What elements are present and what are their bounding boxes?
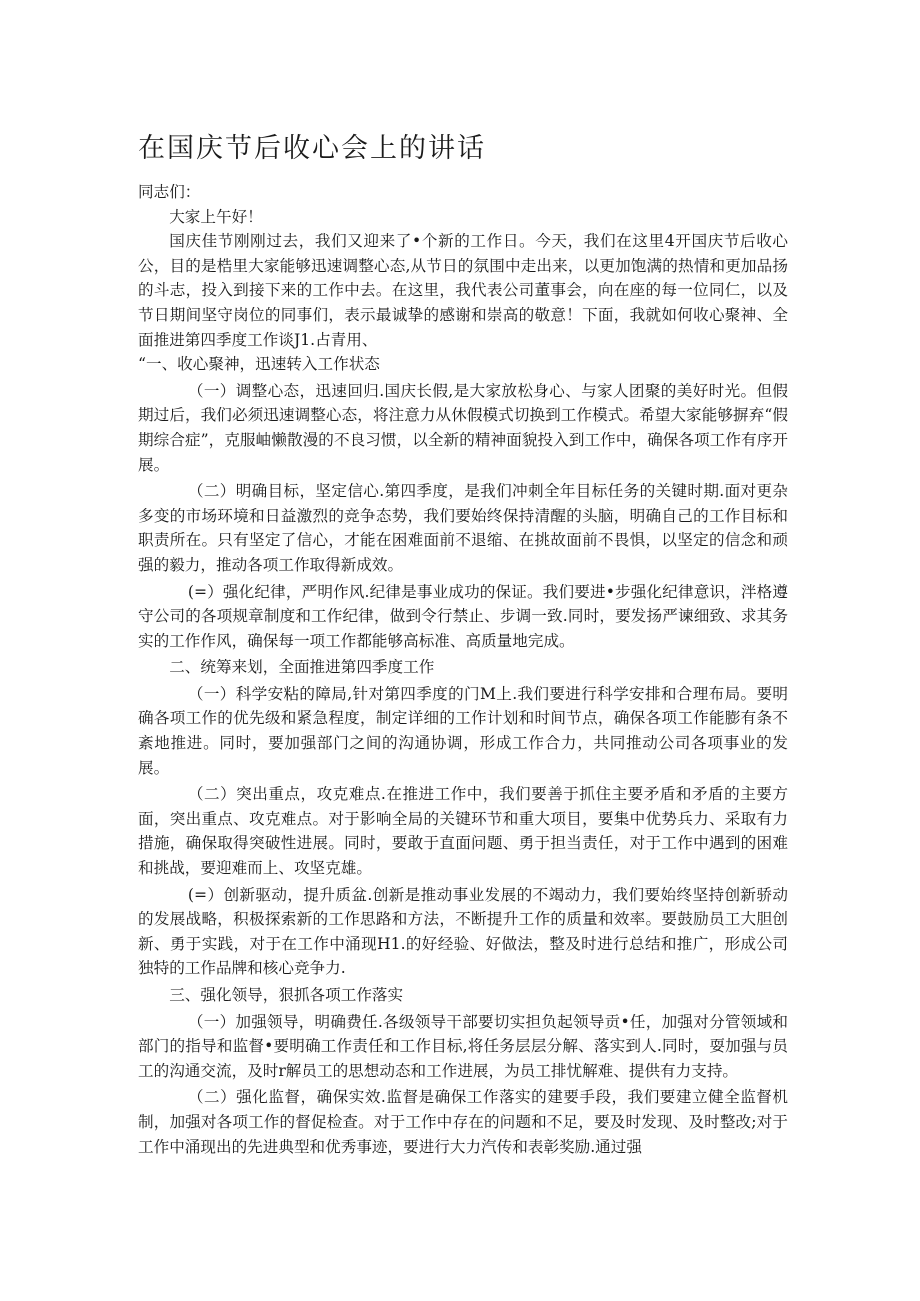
section-heading: 三、强化领导，狠抓各项工作落实 [169,986,404,1004]
salutation: 同志们： [138,183,201,201]
paragraph: （二）明确目标，坚定信心.第四季度，是我们冲刺全年目标任务的关键时期.面对更杂多变的市场环境和日益激烈的竞争态势，我们要始终保持清醒的头脑，明确自己的工作目标和职责所在。只有坚定了信心，才能在困难面前不退缩、在挑故面前不畏惧，以坚定的信念和顽强的毅力，推动各项工作取得新成效。 [138,482,788,574]
section-heading: “一、收心聚神，迅速转入工作状态 [138,355,380,374]
paragraph: （一）加强领导，明确费任.各级领导干部要切实担负起领导贡•任，加强对分管领域和部门的指导和监督•要明确工作责任和工作目标,将任务层层分解、落实到人.同时，耍加强与员工的沟通交流，及时r解员工的思想动态和工作进展，为员工排忧解难、提供有力支持。 [138,1012,788,1080]
greeting: 大家上午好！ [169,207,263,226]
paragraph: (=）创新驱动，提升质盆.创新是推动事业发展的不竭动力，我们要始终坚持创新骄动的发展战略，积极探索新的工作思路和方法，不断提升工作的质量和效率。要鼓励员工大胆创新、勇于实践，对于在工作中涌现H1.的好经验、好做法，整及时进行总结和推广，形成公司独特的工作品牌和核心竞争力. [138,885,788,978]
document-body [138,180,788,1159]
paragraph: （二）强化监督，确保实效.监督是确保工作落实的建要手段，我们要建立健全监督机制，加强对各项工作的督促检查。对于工作中存在的问题和不足，要及时发现、及时整改;对于工作中涌现出的先进典型和优秀事迹，要进行大力汽传和表彰奖励.通过强 [138,1088,788,1156]
paragraph: （二）突出重点，攻克难点.在推进工作中，我们要善于抓住主要矛盾和矛盾的主要方面，突出重点、攻克难点。对于影响全局的关键环节和重大项目，要集中优势兵力、采取有力措施，确保取得突破性进展。同时，要敢于直面问题、勇于担当责任，对于工作中遇到的困难和挑战，要迎难而上、攻坚克雄。 [138,785,788,878]
paragraph: (=）强化纪律，严明作风.纪律是事业成功的保证。我们要进•步强化纪律意识，泮格遵守公司的各项规章制度和工作纪律，做到令行禁止、步调一致.同时，要发扬严谏细致、求其务实的工作作风，确保每一项工作都能够高标准、高质量地完成。 [138,582,788,650]
section-heading: 二、统筹来划，全面推进第四季度工作 [169,658,435,677]
document-title: 在国庆节后收心会上的讲话 [138,133,486,164]
intro-paragraph: 国庆佳节刚刚过去，我们又迎来了•个新的工作日。今天，我们在这里4开国庆节后收心公，目的是梏里大家能够迅速调整心态,从节日的氛围中走出来，以更加饱满的热情和更加品扬的斗志，投入到接下来的工作中去。在这里，我代表公司董事会，向在座的每一位同仁，以及节日期间坚守岗位的同事们，表示最诚挚的感谢和崇高的敬意！下面，我就如何收心聚神、全面推进第四季度工作谈J1.占青用、 [138,232,788,349]
paragraph: （一）调整心态，迅速回归.国庆长假,是大家放松身心、与家人团聚的美好时光。但假期过后，我们必须迅速调整心态，将注意力从休假模式切换到工作模式。希望大家能够摒弃“假期综合症”，克服岫懒散漫的不良习惯，以全新的精神面貌投入到工作中，确保各项工作有序开展。 [138,381,788,474]
paragraph: （一）科学安粘的障局,针对第四季度的门M上.我们要进行科学安排和合理布局。要明确各项工作的优先级和紧急程度，制定详细的工作计划和时间节点，确保各项工作能膨有条不紊地推进。同时，要加强部门之间的沟通协调，形成工作合力，共同推动公司各项事业的发展。 [138,684,788,777]
